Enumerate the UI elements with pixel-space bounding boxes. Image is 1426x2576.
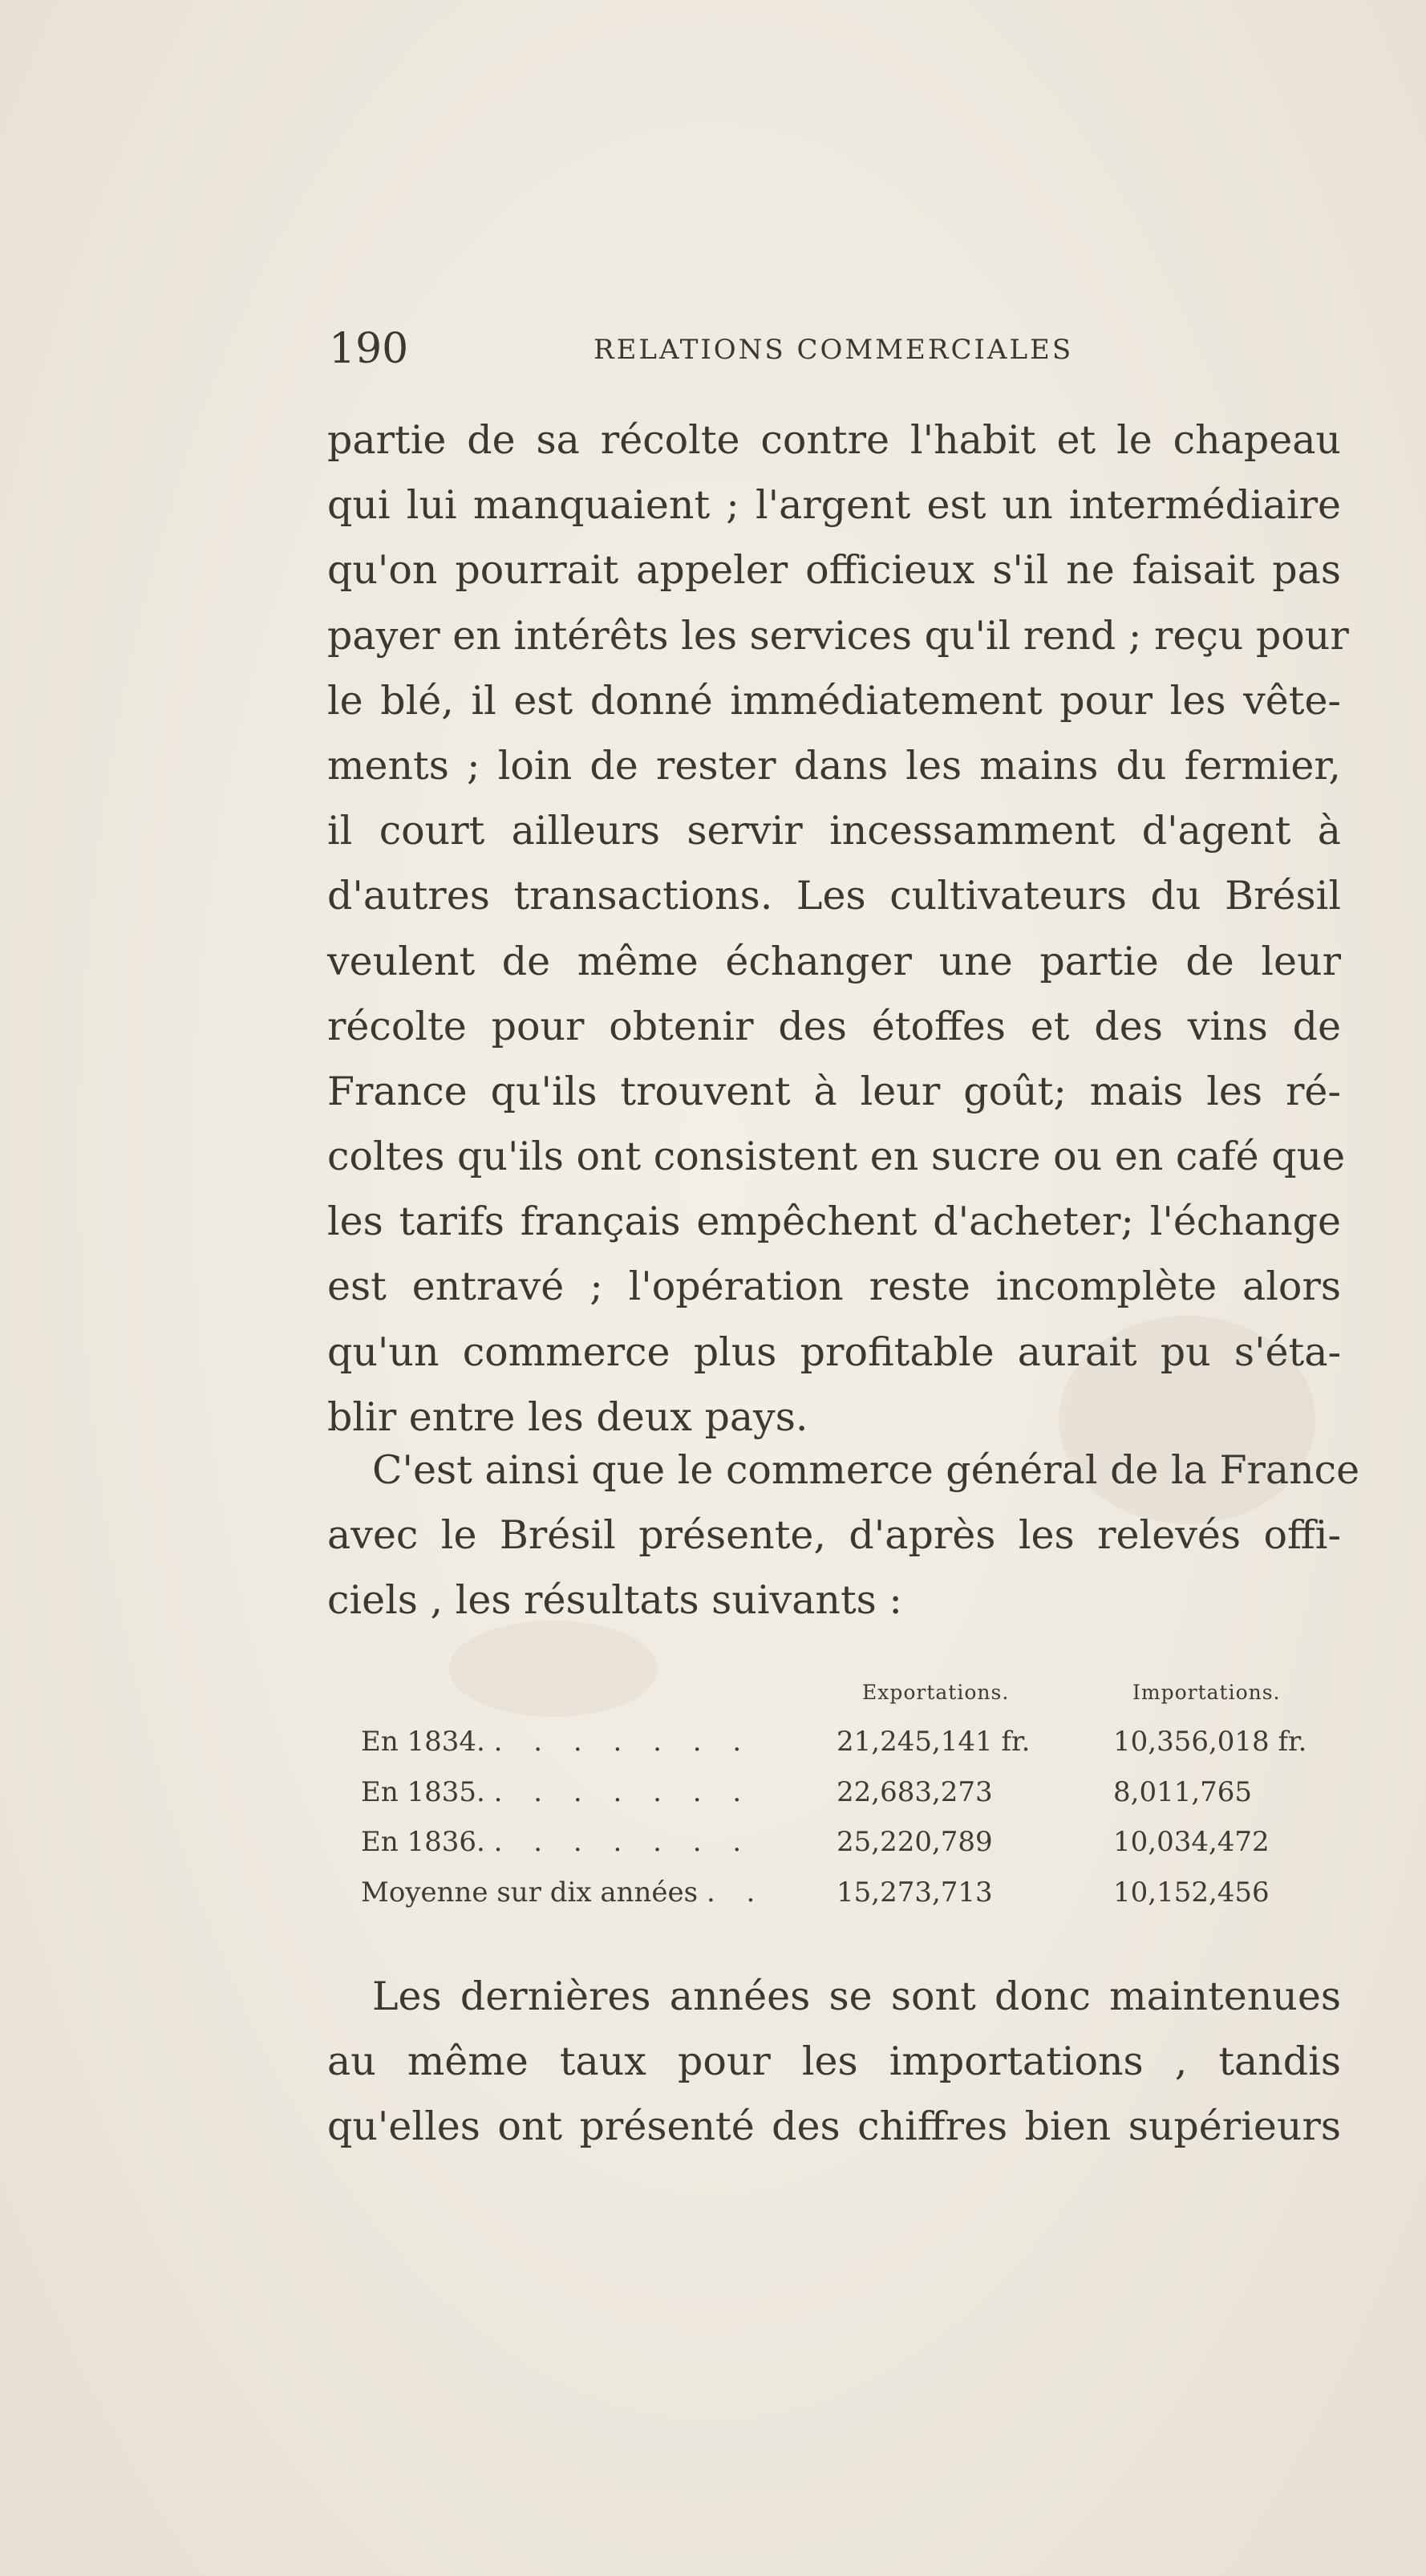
table-row [361,1817,1339,1868]
text-line: coltes qu'ils ont consistent en sucre ou en café que [327,1134,1346,1180]
text-line: qu'elles ont présenté des chiffres bien supérieurs [327,2103,1341,2150]
importations-value: 8,011,765 [1113,1775,1253,1808]
leader-dots: . . . . . . . [493,1775,753,1808]
row-label: Moyenne sur dix années . . [361,1876,767,1909]
text-line: récolte pour obtenir des étoffes et des vins de [327,1003,1341,1049]
text-line: avec le Brésil présente, d'après les relevés offi- [327,1512,1341,1559]
exportations-value: 21,245,141 fr. [837,1726,1031,1758]
text-line: qui lui manquaient ; l'argent est un intermédiaire [327,482,1341,529]
trade-table [361,1677,1339,1917]
row-label: En 1835. . . . . . . . [361,1775,753,1808]
text-line: qu'un commerce plus profitable aurait pu s'éta- [327,1329,1341,1375]
text-line: d'autres transactions. Les cultivateurs du Brésil [327,873,1341,919]
text-line: France qu'ils trouvent à leur goût; mais les ré- [327,1068,1341,1114]
text-line: le blé, il est donné immédiatement pour les vête- [327,677,1341,724]
row-label: En 1836. . . . . . . . [361,1826,753,1858]
text-line: blir entre les deux pays. [327,1393,808,1440]
text-line: Les dernières années se sont donc maintenues [372,1974,1341,2019]
text-line: ments ; loin de rester dans les mains du fermier, [327,742,1341,789]
table-row [361,1767,1339,1818]
importations-value: 10,356,018 fr. [1113,1726,1307,1758]
text-line: est entravé ; l'opération reste incomplète alors [327,1264,1341,1310]
importations-value: 10,152,456 [1113,1876,1270,1909]
leader-dots: . . [706,1876,767,1909]
paragraph-1 [327,408,1349,1450]
table-header [361,1677,1339,1717]
page-header [329,325,1339,373]
importations-value: 10,034,472 [1113,1826,1270,1858]
paragraph-2 [327,1438,1360,1633]
leader-dots: . . . . . . . [493,1826,753,1858]
column-header-exportations: Exportations. [862,1681,1010,1704]
text-line: ciels , les résultats suivants : [327,1577,902,1624]
text-line: qu'on pourrait appeler officieux s'il ne faisait pas [327,547,1341,594]
page-number: 190 [329,325,409,373]
text-line: il court ailleurs servir incessamment d'agent à [327,808,1341,854]
exportations-value: 25,220,789 [837,1826,993,1858]
paragraph-3 [327,1964,1341,2160]
text-line: les tarifs français empêchent d'acheter; l'échange [327,1199,1341,1245]
column-header-importations: Importations. [1132,1681,1281,1704]
text-line: partie de sa récolte contre l'habit et le chapeau [327,417,1341,463]
text-line: au même taux pour les importations , tandis [327,2038,1341,2085]
text-line: payer en intérêts les services qu'il rend ; reçu pour [327,612,1349,659]
table-row [361,1868,1339,1918]
row-label: En 1834. . . . . . . . [361,1726,753,1758]
table-row [361,1717,1339,1767]
leader-dots: . . . . . . . [493,1726,753,1758]
text-line: C'est ainsi que le commerce général de la France [372,1447,1360,1493]
text-line: veulent de même échanger une partie de leur [327,938,1341,984]
exportations-value: 15,273,713 [837,1876,993,1909]
running-head: RELATIONS COMMERCIALES [593,334,1074,366]
exportations-value: 22,683,273 [837,1775,993,1808]
